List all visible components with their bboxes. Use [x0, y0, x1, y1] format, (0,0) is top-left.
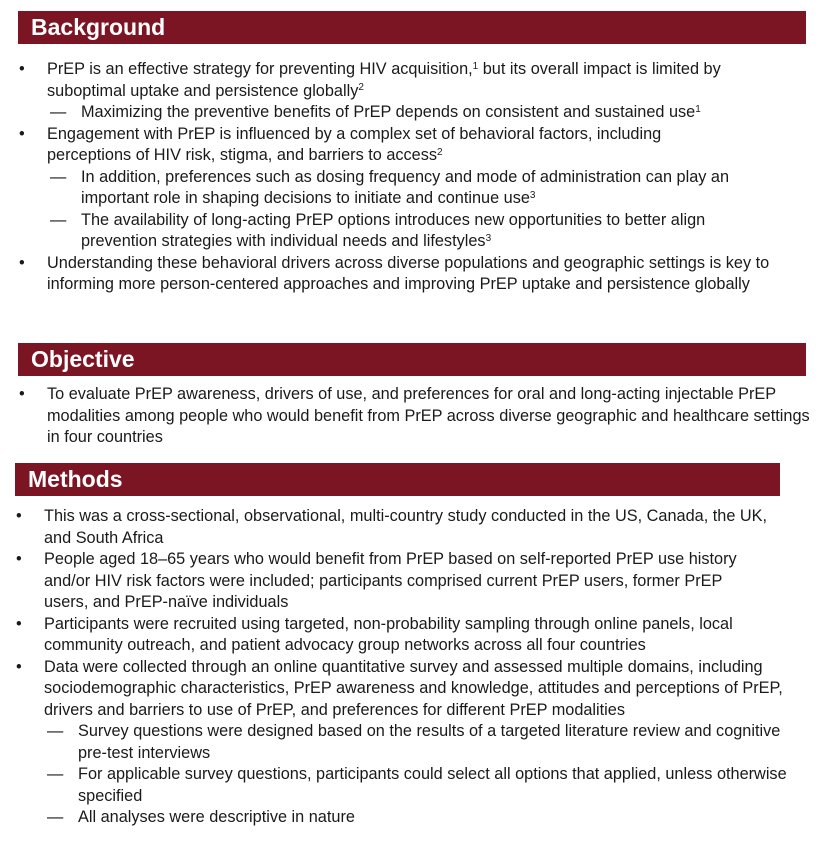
- objective-title: Objective: [31, 346, 135, 372]
- dash-marker: —: [47, 808, 64, 826]
- background-title: Background: [31, 14, 166, 40]
- bullet-marker: •: [16, 657, 22, 676]
- background-list: [0, 59, 818, 296]
- list-item: — All analyses were descriptive in nature: [0, 807, 838, 829]
- list-item: — The availability of long-acting PrEP options introduces new opportunities to better align prevention strategies with individual needs and lifestyles$^3$: [50, 210, 706, 250]
- list-item: — For applicable survey questions, participants could select all options that applied, unless otherwise specified: [47, 765, 787, 805]
- bullet-marker: •: [19, 253, 25, 272]
- list-item: • To evaluate PrEP awareness, drivers of use, and preferences for oral and long-acting injectable PrEP modalities among people who would benefit from PrEP across diverse geographic and healthcare settings in four countries: [19, 385, 810, 446]
- list-item: — Maximizing the preventive benefits of PrEP depends on consistent and sustained use$^1$: [0, 102, 818, 124]
- list-item: • This was a cross-sectional, observational, multi-country study conducted in the US, Canada, the UK, and South Africa: [16, 507, 768, 547]
- bullet-marker: •: [19, 385, 25, 403]
- list-item: • PrEP is an effective strategy for preventing HIV acquisition,$^1$ but its overall impact is limited by suboptimal uptake and persistence globally$^2$: [19, 60, 721, 100]
- methods-header: [15, 463, 780, 496]
- list-item: — Survey questions were designed based on the results of a targeted literature review and cognitive pre-test interviews: [47, 722, 781, 762]
- dash-marker: —: [50, 167, 67, 186]
- dash-marker: —: [50, 103, 67, 121]
- list-item: — In addition, preferences such as dosing frequency and mode of administration can play an important role in shaping decisions to initiate and continue use$^3$: [50, 167, 730, 207]
- objective-header: [18, 343, 806, 376]
- dash-marker: —: [47, 722, 64, 740]
- bullet-marker: •: [19, 60, 25, 78]
- objective-list: [0, 384, 838, 449]
- bullet-marker: •: [19, 124, 25, 143]
- dash-marker: —: [50, 210, 67, 229]
- bullet-marker: •: [16, 550, 22, 568]
- list-item: • Data were collected through an online quantitative survey and assessed multiple domains, including sociodemographic characteristics, PrEP awareness and knowledge, attitudes and perceptions of PrEP, drivers and barriers to use of PrEP, and preferences for different PrEP modalities: [16, 657, 783, 719]
- methods-title: Methods: [28, 466, 123, 492]
- list-item: • People aged 18–65 years who would benefit from PrEP based on self-reported PrEP use history and/or HIV risk factors were included; participants comprised current PrEP users, former PrEP users, and PrEP-naïve individuals: [16, 550, 737, 611]
- background-header: [18, 11, 806, 44]
- dash-marker: —: [47, 765, 64, 783]
- list-item: • Understanding these behavioral drivers across diverse populations and geographic settings is key to informing more person-centered approaches and improving PrEP uptake and persistence globally: [19, 253, 770, 293]
- list-item: • Engagement with PrEP is influenced by a complex set of behavioral factors, including perceptions of HIV risk, stigma, and barriers to access$^2$: [19, 124, 662, 164]
- bullet-marker: •: [16, 507, 22, 525]
- methods-list: [0, 506, 838, 829]
- list-item: • Participants were recruited using targeted, non-probability sampling through online panels, local community outreach, and patient advocacy group networks across all four countries: [16, 614, 733, 654]
- bullet-marker: •: [16, 614, 22, 633]
